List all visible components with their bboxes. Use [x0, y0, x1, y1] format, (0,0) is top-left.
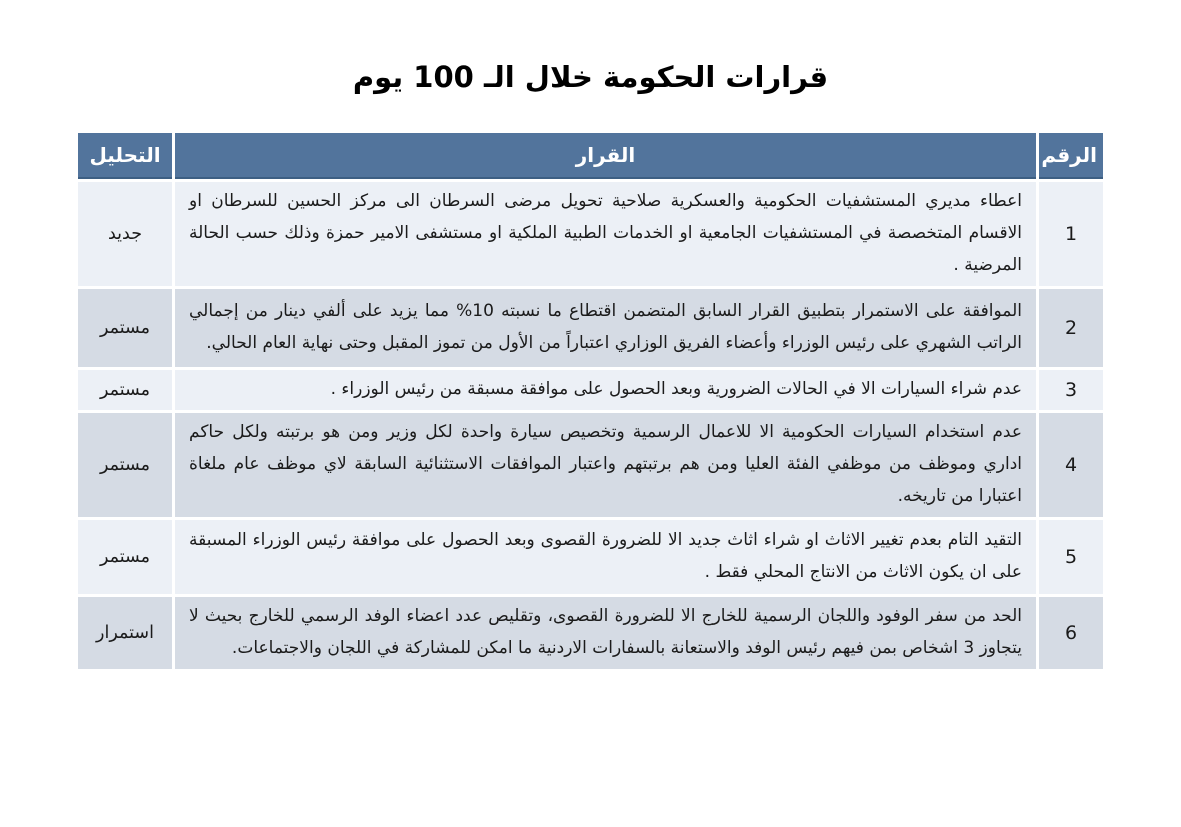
decision-cell: اعطاء مديري المستشفيات الحكومية والعسكرية صلاحية تحويل مرضى السرطان الى مركز الحسين للسرطان او الاقسام المتخصصة في المستشفيات الجامعية او الخدمات الطبية الملكية او مستشفى الامير حمزة وذلك حسب الحالة المرضية . [175, 182, 1036, 286]
analysis-cell: استمرار [78, 597, 172, 669]
decision-cell: التقيد التام بعدم تغيير الاثاث او شراء اثاث جديد الا للضرورة القصوى وبعد الحصول على موافقة رئيس الوزراء المسبقة على ان يكون الاثاث من الانتاج المحلي فقط . [175, 520, 1036, 594]
row-number-cell: 1 [1039, 182, 1103, 286]
row-number-cell: 5 [1039, 520, 1103, 594]
column-header-decision: القرار [175, 133, 1036, 179]
row-number-cell: 3 [1039, 370, 1103, 410]
row-number-cell: 6 [1039, 597, 1103, 669]
analysis-cell: مستمر [78, 413, 172, 517]
table-row [78, 413, 1103, 517]
analysis-cell: مستمر [78, 520, 172, 594]
column-header-number: الرقم [1039, 133, 1103, 179]
decision-cell: عدم استخدام السيارات الحكومية الا للاعمال الرسمية وتخصيص سيارة واحدة لكل وزير ومن هو برتبته ولكل حاكم اداري وموظف من موظفي الفئة العليا ومن هم برتبتهم واعتبار الموافقات الاستثنائية السابقة لاي موظف عام ملغاة اعتبارا من تاريخه. [175, 413, 1036, 517]
table-row [78, 182, 1103, 286]
decision-cell: الحد من سفر الوفود واللجان الرسمية للخارج الا للضرورة القصوى، وتقليص عدد اعضاء الوفد الرسمي للخارج بحيث لا يتجاوز 3 اشخاص بمن فيهم رئيس الوفد والاستعانة بالسفارات الاردنية ما امكن للمشاركة في اللجان والاجتماعات. [175, 597, 1036, 669]
row-number-cell: 2 [1039, 289, 1103, 367]
column-header-analysis: التحليل [78, 133, 172, 179]
row-number-cell: 4 [1039, 413, 1103, 517]
table-body [78, 182, 1103, 669]
table-row [78, 597, 1103, 669]
decision-cell: عدم شراء السيارات الا في الحالات الضرورية وبعد الحصول على موافقة مسبقة من رئيس الوزراء . [175, 370, 1036, 410]
header-row [78, 133, 1103, 179]
analysis-cell: مستمر [78, 289, 172, 367]
analysis-cell: جديد [78, 182, 172, 286]
decisions-table [75, 130, 1106, 672]
page-title: قرارات الحكومة خلال الـ 100 يوم [352, 60, 829, 94]
decision-cell: الموافقة على الاستمرار بتطبيق القرار السابق المتضمن اقتطاع ما نسبته 10% مما يزيد على ألفي دينار من إجمالي الراتب الشهري على رئيس الوزراء وأعضاء الفريق الوزاري اعتباراً من الأول من تموز المقبل وحتى نهاية العام الحالي. [175, 289, 1036, 367]
table-header [78, 133, 1103, 179]
table-row [78, 370, 1103, 410]
table-row [78, 289, 1103, 367]
table-row [78, 520, 1103, 594]
analysis-cell: مستمر [78, 370, 172, 410]
